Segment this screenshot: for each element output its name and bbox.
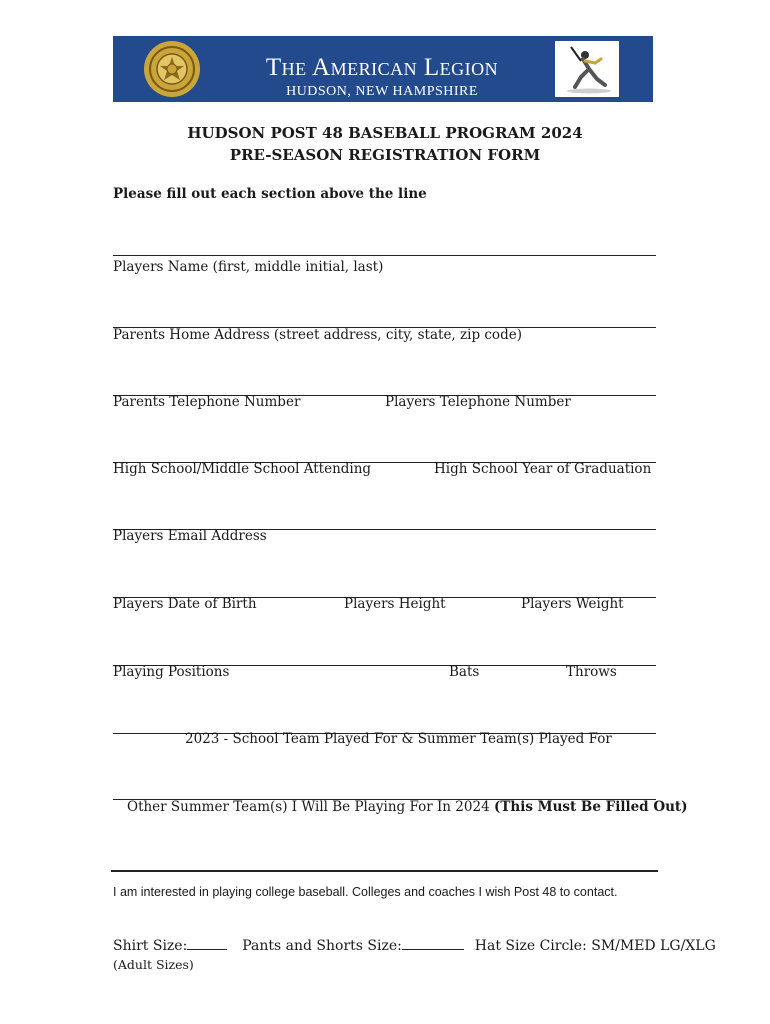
graduation-year-label: High School Year of Graduation xyxy=(434,461,652,477)
college-interest-text: I am interested in playing college baseball. Colleges and coaches I wish Post 48 to contact. xyxy=(113,885,618,899)
college-contacts-line[interactable] xyxy=(111,870,658,872)
players-phone-label: Players Telephone Number xyxy=(385,394,571,410)
shirt-size-blank[interactable] xyxy=(187,937,227,950)
email-label: Players Email Address xyxy=(113,528,267,544)
throws-label: Throws xyxy=(566,664,617,680)
other-teams-text: Other Summer Team(s) I Will Be Playing For In 2024 xyxy=(127,799,490,815)
sizes-row xyxy=(113,937,716,954)
american-legion-emblem-icon xyxy=(143,40,201,98)
form-title-line1: HUDSON POST 48 BASEBALL PROGRAM 2024 xyxy=(187,124,583,142)
dob-label: Players Date of Birth xyxy=(113,596,257,612)
teams-2023-label: 2023 - School Team Played For & Summer Team(s) Played For xyxy=(185,731,612,747)
other-teams-note: (This Must Be Filled Out) xyxy=(493,799,688,815)
banner-title: The American Legion xyxy=(265,54,499,81)
school-attending-label: High School/Middle School Attending xyxy=(113,461,372,477)
bats-label: Bats xyxy=(449,664,480,680)
players-name-label: Players Name (first, middle initial, last) xyxy=(113,259,384,275)
shirt-size-label: Shirt Size: xyxy=(113,938,188,954)
height-label: Players Height xyxy=(344,596,446,612)
american-legion-banner xyxy=(113,36,653,102)
pants-size-label: Pants and Shorts Size: xyxy=(242,938,402,954)
players-name-line[interactable] xyxy=(113,255,656,256)
parents-phone-label: Parents Telephone Number xyxy=(113,394,301,410)
adult-sizes-note: (Adult Sizes) xyxy=(113,957,194,972)
form-title-line2: PRE-SEASON REGISTRATION FORM xyxy=(229,146,541,164)
pants-size-blank[interactable] xyxy=(402,937,464,950)
other-teams-label xyxy=(127,799,688,815)
batter-image xyxy=(555,41,619,97)
baseball-batter-icon xyxy=(555,41,619,97)
positions-label: Playing Positions xyxy=(113,664,230,680)
banner-subtitle: HUDSON, NEW HAMPSHIRE xyxy=(286,84,478,99)
parents-address-label: Parents Home Address (street address, city, state, zip code) xyxy=(113,327,522,343)
instructions: Please fill out each section above the line xyxy=(113,186,427,202)
hat-size-label: Hat Size Circle: SM/MED LG/XLG xyxy=(474,938,716,954)
weight-label: Players Weight xyxy=(521,596,624,612)
